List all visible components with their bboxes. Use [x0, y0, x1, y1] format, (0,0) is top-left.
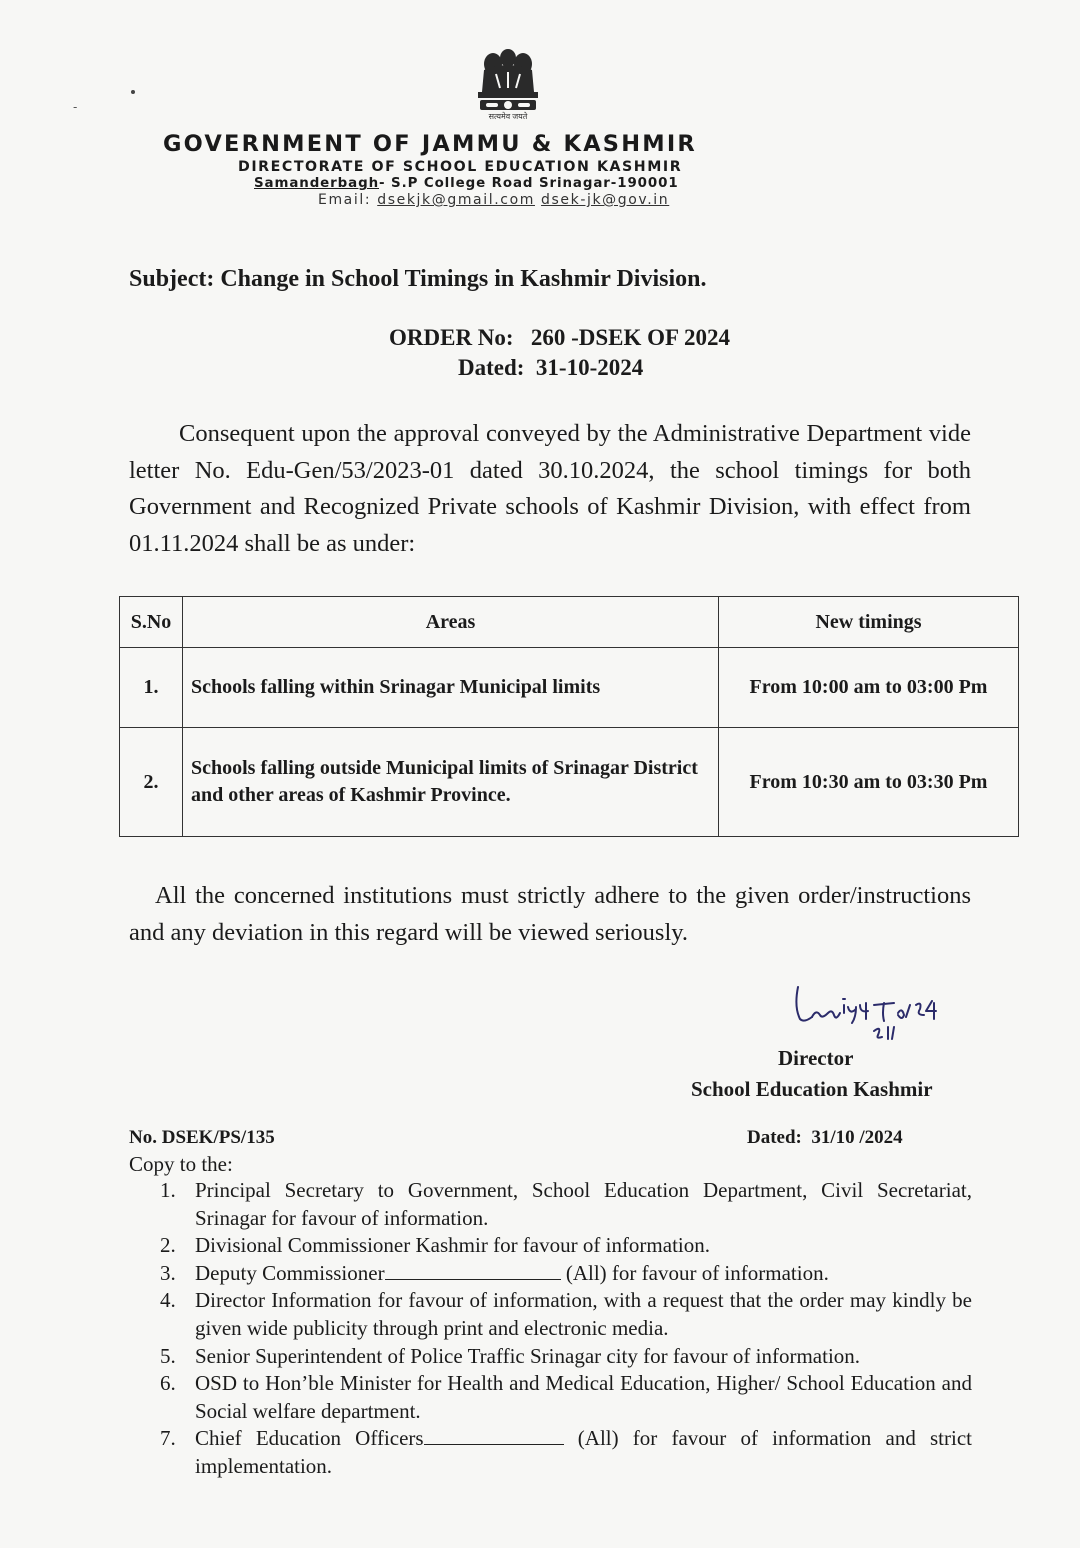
list-number: 2. — [160, 1233, 176, 1258]
signatory-title: Director — [778, 1046, 854, 1070]
list-text: (All) for favour of information. — [565, 1260, 829, 1285]
header-new-timings: New timings — [719, 597, 1019, 648]
list-text: Chief Education Officers — [195, 1426, 424, 1451]
list-number: 3. — [160, 1260, 176, 1285]
blank-line — [385, 1261, 561, 1280]
government-title: GOVERNMENT OF JAMMU & KASHMIR — [163, 131, 697, 157]
list-number: 5. — [160, 1343, 176, 1368]
handwritten-signature — [790, 983, 980, 1045]
margin-mark: - — [73, 100, 78, 114]
table-header-row — [120, 597, 1019, 648]
list-item — [160, 1370, 972, 1425]
row-area: Schools falling within Srinagar Municipal limits — [183, 648, 719, 728]
list-item — [160, 1232, 972, 1260]
list-text: Principal Secretary to Government, School Education Department, Civil Secretariat, Srinagar for favour of information. — [195, 1178, 972, 1230]
header-sno: S.No — [120, 597, 183, 648]
list-number: 4. — [160, 1288, 176, 1313]
list-number: 7. — [160, 1426, 176, 1451]
email-line — [318, 192, 1080, 208]
subject-line: Subject: Change in School Timings in Kashmir Division. — [129, 266, 707, 292]
copy-list — [160, 1177, 972, 1481]
list-item — [160, 1177, 972, 1232]
list-text: Deputy Commissioner — [195, 1260, 385, 1285]
emblem-motto: सत्यमेव जयते — [488, 112, 528, 121]
list-item — [160, 1260, 972, 1288]
address-line — [254, 176, 1080, 191]
blank-line — [424, 1426, 564, 1445]
list-number: 6. — [160, 1371, 176, 1396]
list-text: Director Information for favour of information, with a request that the order may kindly be given wide publicity through print and electronic media. — [195, 1288, 972, 1340]
row-timing: From 10:00 am to 03:00 Pm — [719, 648, 1019, 728]
reference-number: No. DSEK/PS/135 — [129, 1127, 275, 1148]
copy-to-label: Copy to the: — [129, 1152, 233, 1176]
email-label: Email: — [318, 192, 372, 208]
timings-table — [119, 596, 1019, 837]
row-area: Schools falling outside Municipal limits of Srinagar District and other areas of Kashmir Province. — [183, 728, 719, 837]
list-text: OSD to Hon’ble Minister for Health and Medical Education, Higher/ School Education and Social welfare department. — [195, 1371, 972, 1423]
national-emblem-icon — [466, 40, 550, 122]
row-sno: 1. — [120, 648, 183, 728]
table-row — [120, 728, 1019, 837]
table-row — [120, 648, 1019, 728]
list-item — [160, 1287, 972, 1342]
list-text: Divisional Commissioner Kashmir for favour of information. — [195, 1233, 711, 1258]
email-link-1[interactable]: dsekjk@gmail.com — [377, 192, 535, 208]
email-link-2[interactable]: dsek-jk@gov.in — [541, 192, 670, 208]
order-date: Dated: 31-10-2024 — [458, 355, 644, 380]
directorate-title: DIRECTORATE OF SCHOOL EDUCATION KASHMIR — [238, 159, 683, 175]
order-paragraph: Consequent upon the approval conveyed by the Administrative Department vide letter No. Edu-Gen/53/2023-01 dated 30.10.2024, the school timings for both Government and Recognized Private schools of Kashmir Division, with effect from 01.11.2024 shall be as under: — [129, 420, 971, 557]
list-item — [160, 1343, 972, 1371]
list-item — [160, 1425, 972, 1480]
margin-dot — [131, 90, 135, 94]
signatory-office: School Education Kashmir — [691, 1077, 933, 1101]
list-text: (All) for favour of information and strict implementation. — [195, 1426, 972, 1478]
order-number: ORDER No: 260 -DSEK OF 2024 — [389, 325, 730, 350]
row-sno: 2. — [120, 728, 183, 837]
list-number: 1. — [160, 1178, 176, 1202]
header-areas: Areas — [183, 597, 719, 648]
address-underlined: Samanderbagh — [254, 176, 380, 191]
list-text: Senior Superintendent of Police Traffic Srinagar city for favour of information. — [195, 1343, 861, 1368]
reference-date: Dated: 31/10 /2024 — [747, 1127, 903, 1148]
address-rest: - S.P College Road Srinagar-190001 — [379, 176, 679, 191]
instruction-paragraph: All the concerned institutions must strictly adhere to the given order/instructions and any deviation in this regard will be viewed seriously. — [129, 882, 971, 946]
row-timing: From 10:30 am to 03:30 Pm — [719, 728, 1019, 837]
